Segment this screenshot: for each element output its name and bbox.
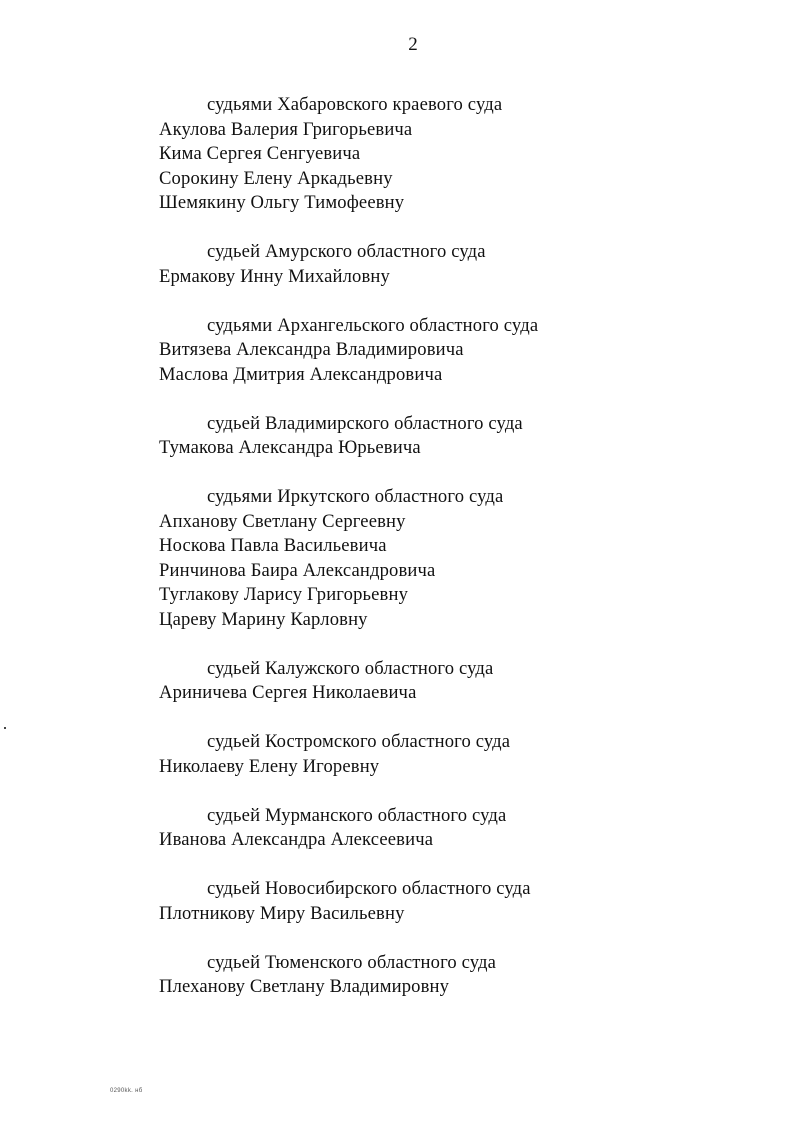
scan-margin-mark: [4, 727, 6, 729]
judge-name: Ринчинова Баира Александровича: [159, 559, 436, 581]
court-section: [159, 877, 759, 926]
judge-name: Ермакову Инну Михайловну: [159, 265, 390, 287]
page-number: 2: [408, 34, 418, 55]
judge-name: Кима Сергея Сенгуевича: [159, 143, 361, 164]
judge-name: Иванова Александра Алексеевича: [159, 829, 434, 850]
court-section: [159, 412, 759, 461]
judge-name: Плеханову Светлану Владимировну: [159, 976, 450, 997]
court-section: [159, 730, 759, 779]
appointment-list: [159, 93, 759, 1024]
judge-name: Плотникову Миру Васильевну: [159, 902, 405, 924]
court-heading: судьей Новосибирского областного суда: [207, 878, 531, 899]
court-heading: судьями Хабаровского краевого суда: [207, 94, 503, 115]
court-section: [159, 93, 759, 216]
court-heading: судьями Архангельского областного суда: [207, 314, 539, 336]
judge-name: Апханову Светлану Сергеевну: [159, 510, 406, 532]
judge-name: Шемякину Ольгу Тимофеевну: [159, 192, 405, 213]
judge-name: Сорокину Елену Аркадьевну: [159, 167, 393, 189]
court-heading: судьей Тюменского областного суда: [207, 951, 497, 973]
document-code: 0290kk. нб: [110, 1088, 143, 1094]
court-section: [159, 951, 759, 1000]
court-section: [159, 804, 759, 853]
judge-name: Цареву Марину Карловну: [159, 608, 368, 630]
judge-name: Тумакова Александра Юрьевича: [159, 437, 421, 458]
court-section: [159, 657, 759, 706]
court-section: [159, 485, 759, 632]
court-heading: судьями Иркутского областного суда: [207, 486, 504, 507]
court-heading: судьей Костромского областного суда: [207, 731, 511, 752]
court-heading: судьей Калужского областного суда: [207, 657, 494, 679]
judge-name: Витязева Александра Владимировича: [159, 339, 464, 360]
court-heading: судьей Мурманского областного суда: [207, 804, 507, 826]
judge-name: Носкова Павла Васильевича: [159, 535, 387, 556]
judge-name: Николаеву Елену Игоревну: [159, 755, 380, 777]
court-heading: судьей Владимирского областного суда: [207, 412, 523, 434]
judge-name: Акулова Валерия Григорьевича: [159, 118, 413, 140]
court-section: [159, 314, 759, 388]
court-heading: судьей Амурского областного суда: [207, 241, 486, 262]
judge-name: Туглакову Ларису Григорьевну: [159, 584, 409, 605]
judge-name: Ариничева Сергея Николаевича: [159, 682, 417, 703]
judge-name: Маслова Дмитрия Александровича: [159, 363, 443, 385]
court-section: [159, 240, 759, 289]
